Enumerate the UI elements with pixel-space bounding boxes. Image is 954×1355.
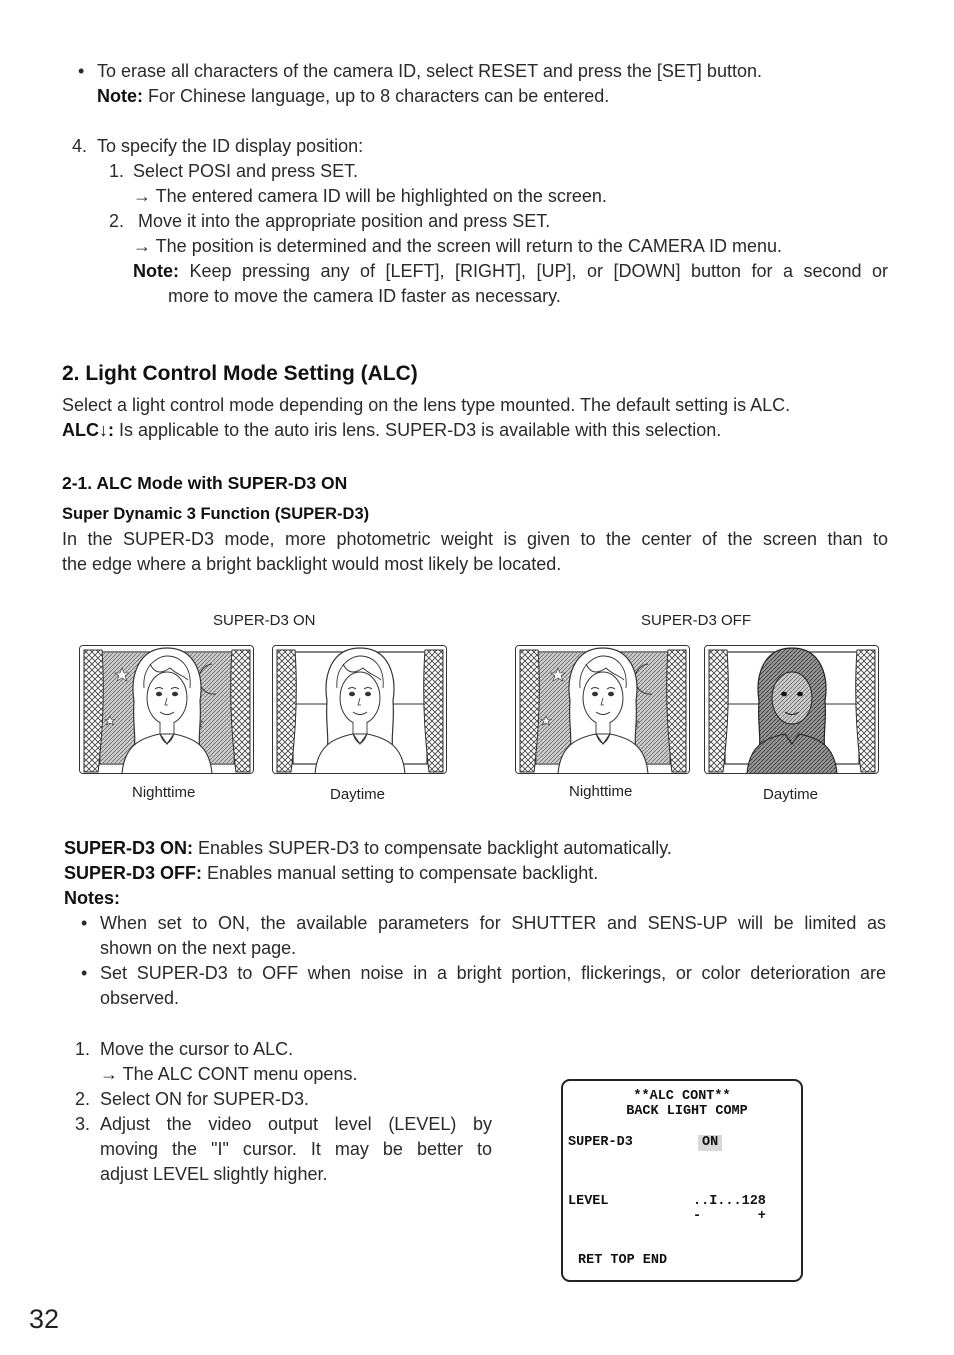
caption-off-nighttime: Nighttime (569, 783, 633, 800)
substep-1-result: → The entered camera ID will be highlighted on the screen. (133, 186, 607, 206)
step-3-line2: moving the "I" cursor. It may be better to (100, 1139, 492, 1159)
superd3-on-desc: SUPER-D3 ON: Enables SUPER-D3 to compensate backlight automatically. (64, 838, 672, 858)
step-1-text: Move the cursor to ALC. (100, 1039, 294, 1059)
note-chinese: Note: For Chinese language, up to 8 characters can be entered. (97, 86, 610, 106)
note-faster: Note: Keep pressing any of [LEFT], [RIGHT], [UP], or [DOWN] button for a second or (133, 261, 888, 281)
page-number: 32 (29, 1304, 60, 1334)
substep-2-result: → The position is determined and the screen will return to the CAMERA ID menu. (133, 236, 782, 256)
caption-off-daytime: Daytime (763, 786, 819, 803)
substep-2-text: Move it into the appropriate position and press SET. (138, 211, 551, 231)
note-a-line2: shown on the next page. (100, 938, 297, 958)
note-b-line2: observed. (100, 988, 180, 1008)
section-intro: Select a light control mode depending on the lens type mounted. The default setting is ALC. (62, 395, 791, 415)
note-a-line1: When set to ON, the available parameters for SHUTTER and SENS-UP will be limited as (100, 913, 886, 933)
step-3-line3: adjust LEVEL slightly higher. (100, 1164, 328, 1184)
osd-subtitle: BACK LIGHT COMP (626, 1104, 748, 1119)
osd-superd3-value[interactable]: ON (698, 1135, 722, 1151)
section-title: 2. Light Control Mode Setting (ALC) (62, 362, 418, 385)
figure-off-daytime (704, 645, 879, 774)
superd3-off-desc: SUPER-D3 OFF: Enables manual setting to compensate backlight. (64, 863, 599, 883)
substep-1-text: Select POSI and press SET. (133, 161, 359, 181)
caption-on-nighttime: Nighttime (132, 784, 196, 801)
note-b-line1: Set SUPER-D3 to OFF when noise in a bright portion, flickerings, or color deterioration are (100, 963, 886, 983)
figure-title-off: SUPER-D3 OFF (641, 612, 752, 629)
substep-1-number: 1. (109, 161, 125, 181)
step-1-result: → The ALC CONT menu opens. (100, 1064, 358, 1084)
step-4-text: To specify the ID display position: (97, 136, 364, 156)
osd-level-scale: - + (693, 1209, 766, 1224)
step-2-number: 2. (75, 1089, 91, 1109)
erase-instruction: To erase all characters of the camera ID, select RESET and press the [SET] button. (97, 61, 762, 81)
function-title: Super Dynamic 3 Function (SUPER-D3) (62, 505, 370, 523)
note-a-bullet: • (81, 913, 88, 933)
alc-description: ALC↓: Is applicable to the auto iris lens. SUPER-D3 is available with this selection. (62, 420, 722, 440)
step-3-line1: Adjust the video output level (LEVEL) by (100, 1114, 492, 1134)
osd-superd3-label[interactable]: SUPER-D3 (568, 1135, 633, 1150)
notes-label: Notes: (64, 888, 121, 908)
substep-2-number: 2. (109, 211, 125, 231)
function-desc-line2: the edge where a bright backlight would most likely be located. (62, 554, 562, 574)
step-4-number: 4. (72, 136, 88, 156)
subsection-title: 2-1. ALC Mode with SUPER-D3 ON (62, 473, 348, 493)
osd-nav[interactable]: RET TOP END (578, 1253, 668, 1268)
figure-off-nighttime (515, 645, 690, 774)
figure-title-on: SUPER-D3 ON (213, 612, 316, 629)
figure-on-daytime (272, 645, 447, 774)
note-b-bullet: • (81, 963, 88, 983)
caption-on-daytime: Daytime (330, 786, 386, 803)
step-1-number: 1. (75, 1039, 91, 1059)
bullet-dot: • (78, 61, 85, 81)
note-faster-cont: more to move the camera ID faster as necessary. (168, 286, 561, 306)
alc-cont-menu-screen (561, 1079, 803, 1282)
step-3-number: 3. (75, 1114, 91, 1134)
function-desc-line1: In the SUPER-D3 mode, more photometric weight is given to the center of the screen than to (62, 529, 888, 549)
osd-title: **ALC CONT** (633, 1089, 731, 1104)
step-2-text: Select ON for SUPER-D3. (100, 1089, 310, 1109)
osd-level-value[interactable]: ..I...128 (693, 1194, 766, 1209)
figure-on-nighttime (79, 645, 254, 774)
osd-level-label[interactable]: LEVEL (568, 1194, 609, 1209)
